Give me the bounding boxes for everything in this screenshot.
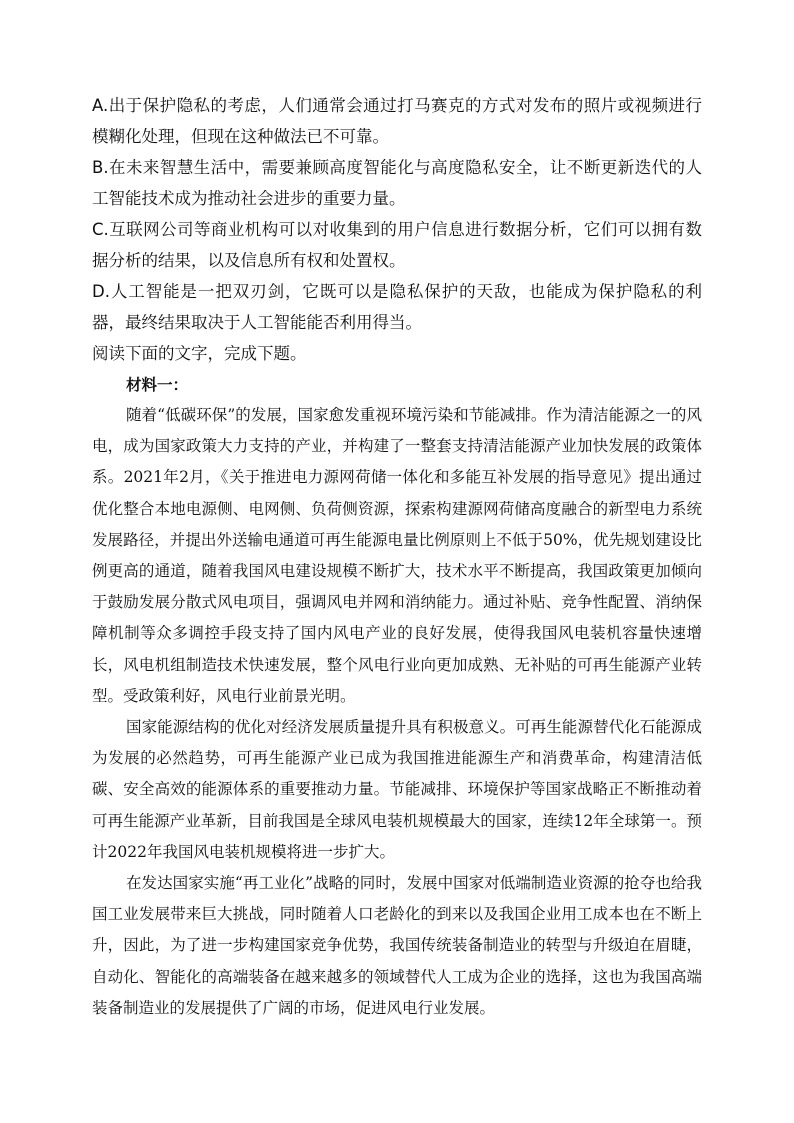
document-page <box>92 90 702 1024</box>
option-c: C.互联网公司等商业机构可以对收集到的用户信息进行数据分析，它们可以拥有数据分析的结果，以及信息所有权和处置权。 <box>92 220 702 270</box>
material-paragraph-2: 国家能源结构的优化对经济发展质量提升具有积极意义。可再生能源替代化石能源成为发展的必然趋势，可再生能源产业已成为我国推进能源生产和消费革命，构建清洁低碳、安全高效的能源体系的重要推动力量。节能减排、环境保护等国家战略正不断推动着可再生能源产业革新，目前我国是全球风电装机规模最大的国家，连续12年全球第一。预计2022年我国风电装机规模将进一步扩大。 <box>92 718 702 861</box>
material-paragraph-3: 在发达国家实施“再工业化”战略的同时，发展中国家对低端制造业资源的抢夺也给我国工业发展带来巨大挑战，同时随着人口老龄化的到来以及我国企业用工成本也在不断上升，因此，为了进一步构建国家竞争优势，我国传统装备制造业的转型与升级迫在眉睫，自动化、智能化的高端装备在越来越多的领域替代人工成为企业的选择，这也为我国高端装备制造业的发展提供了广阔的市场，促进风电行业发展。 <box>92 874 702 1017</box>
reading-instruction: 阅读下面的文字，完成下题。 <box>92 344 307 363</box>
option-b: B.在未来智慧生活中，需要兼顾高度智能化与高度隐私安全，让不断更新迭代的人工智能技术成为推动社会进步的重要力量。 <box>92 158 702 208</box>
option-d: D.人工智能是一把双刃剑，它既可以是隐私保护的天敌，也能成为保护隐私的利器，最终结果取决于人工智能能否利用得当。 <box>92 282 702 332</box>
option-a: A.出于保护隐私的考虑，人们通常会通过打马赛克的方式对发布的照片或视频进行模糊化处理，但现在这种做法已不可靠。 <box>92 96 702 146</box>
material-title: 材料一： <box>126 375 189 394</box>
material-paragraph-1: 随着“低碳环保”的发展，国家愈发重视环境污染和节能减排。作为清洁能源之一的风电，成为国家政策大力支持的产业，并构建了一整套支持清洁能源产业加快发展的政策体系。2021年2月，《关于推进电力源网荷储一体化和多能互补发展的指导意见》提出通过优化整合本地电源侧、电网侧、负荷侧资源，探索构建源网荷储高度融合的新型电力系统发展路径，并提出外送输电通道可再生能源电量比例原则上不低于50%，优先规划建设比例更高的通道，随着我国风电建设规模不断扩大，技术水平不断提高，我国政策更加倾向于鼓励发展分散式风电项目，强调风电并网和消纳能力。通过补贴、竞争性配置、消纳保障机制等众多调控手段支持了国内风电产业的良好发展，使得我国风电装机容量快速增长，风电机组制造技术快速发展，整个风电行业向更加成熟、无补贴的可再生能源产业转型。受政策利好，风电行业前景光明。 <box>92 406 702 705</box>
